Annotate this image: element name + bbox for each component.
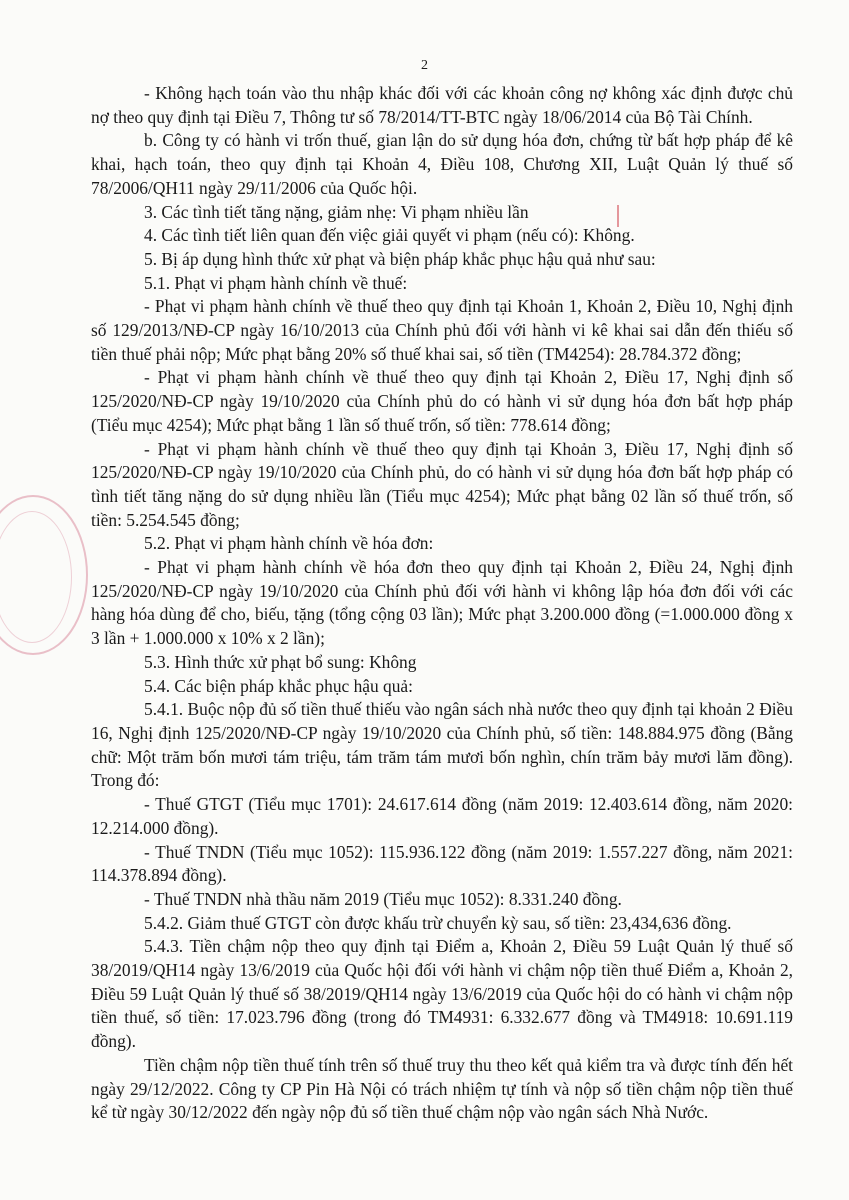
paragraph: - Không hạch toán vào thu nhập khác đối với các khoản công nợ không xác định được chủ nợ theo quy định tại Điều 7, Thông tư số 78/2014/TT-BTC ngày 18/06/2014 của Bộ Tài Chính.: [91, 83, 793, 127]
paragraph: - Phạt vi phạm hành chính về thuế theo quy định tại Khoản 1, Khoản 2, Điều 10, Nghị định số 129/2013/NĐ-CP ngày 16/10/2013 của Chính phủ đối với hành vi kê khai sai dẫn đến thiếu số tiền thuế phải nộp; Mức phạt bằng 20% số thuế khai sai, số tiền (TM4254): 28.784.372 đồng;: [91, 296, 793, 364]
paragraph: 5.4.2. Giảm thuế GTGT còn được khấu trừ chuyển kỳ sau, số tiền: 23,434,636 đồng.: [144, 912, 732, 933]
paragraph: b. Công ty có hành vi trốn thuế, gian lận do sử dụng hóa đơn, chứng từ bất hợp pháp để kê khai, hạch toán, theo quy định tại Khoản 4, Điều 108, Chương XII, Luật Quản lý thuế số 78/2006/QH11 ngày 29/11/2006 của Quốc hội.: [91, 130, 793, 198]
paragraph: - Thuế GTGT (Tiểu mục 1701): 24.617.614 đồng (năm 2019: 12.403.614 đồng, năm 2020: 12.214.000 đồng).: [91, 794, 793, 838]
paragraph: Tiền chậm nộp tiền thuế tính trên số thuế truy thu theo kết quả kiểm tra và được tính đến hết ngày 29/12/2022. Công ty CP Pin Hà Nội có trách nhiệm tự tính và nộp số tiền chậm nộp tiền thuế kể từ ngày 30/12/2022 đến ngày nộp đủ số tiền thuế chậm nộp vào ngân sách Nhà Nước.: [91, 1054, 793, 1123]
paragraph: - Thuế TNDN (Tiểu mục 1052): 115.936.122 đồng (năm 2019: 1.557.227 đồng, năm 2021: 114.378.894 đồng).: [91, 841, 793, 886]
paragraph: 5.4.1. Buộc nộp đủ số tiền thuế thiếu vào ngân sách nhà nước theo quy định tại khoản 2 Điều 16, Nghị định 125/2020/NĐ-CP ngày 19/10/2020 của Chính phủ, số tiền: 148.884.975 đồng (Bằng chữ: Một trăm bốn mươi tám triệu, tám trăm tám mươi bốn nghìn, chín trăm bảy mươi lăm đồng). Trong đó:: [91, 699, 793, 791]
paragraph: 4. Các tình tiết liên quan đến việc giải quyết vi phạm (nếu có): Không.: [144, 225, 635, 246]
paragraph: 5.4.3. Tiền chậm nộp theo quy định tại Điểm a, Khoản 2, Điều 59 Luật Quản lý thuế số 38/2019/QH14 ngày 13/6/2019 của Quốc hội đối với hành vi chậm nộp tiền thuế Điểm a, Khoản 2, Điều 59 Luật Quản lý thuế số 38/2019/QH14 ngày 13/6/2019 của Quốc hội do có hành vi chậm nộp tiền thuế, số tiền: 17.023.796 đồng (trong đó TM4931: 6.332.677 đồng và TM4918: 10.691.119 đồng).: [91, 936, 793, 1052]
paragraph: 5.1. Phạt vi phạm hành chính về thuế:: [144, 272, 408, 293]
red-stamp-seal: [0, 495, 88, 655]
paragraph: 5.2. Phạt vi phạm hành chính về hóa đơn:: [144, 533, 434, 554]
paragraph: 5.3. Hình thức xử phạt bổ sung: Không: [144, 651, 417, 672]
paragraph: - Phạt vi phạm hành chính về hóa đơn theo quy định tại Khoản 2, Điều 24, Nghị định 125/2020/NĐ-CP ngày 19/10/2020 của Chính phủ đối với hành vi không lập hóa đơn đối với các hàng hóa dùng để cho, biếu, tặng (tổng cộng 03 lần); Mức phạt 3.200.000 đồng (=1.000.000 đồng x 3 lần + 1.000.000 x 10% x 2 lần);: [91, 557, 793, 649]
paragraph: - Phạt vi phạm hành chính về thuế theo quy định tại Khoản 3, Điều 17, Nghị định số 125/2020/NĐ-CP ngày 19/10/2020 của Chính phủ, do có hành vi sử dụng hóa đơn bất hợp pháp có tình tiết tăng nặng do sử dụng nhiều lần (Tiểu mục 4254); Mức phạt bằng 02 lần số thuế trốn, số tiền: 5.254.545 đồng;: [91, 438, 793, 530]
page-number: 2: [421, 58, 428, 73]
document-body: [91, 82, 793, 1125]
paragraph: - Thuế TNDN nhà thầu năm 2019 (Tiểu mục 1052): 8.331.240 đồng.: [144, 888, 622, 909]
paragraph: 3. Các tình tiết tăng nặng, giảm nhẹ: Vi phạm nhiều lần: [144, 201, 529, 222]
paragraph: - Phạt vi phạm hành chính về thuế theo quy định tại Khoản 2, Điều 17, Nghị định số 125/2020/NĐ-CP ngày 19/10/2020 của Chính phủ do có hành vi sử dụng hóa đơn bất hợp pháp (Tiểu mục 4254); Mức phạt bằng 1 lần số thuế trốn, số tiền: 778.614 đồng;: [91, 367, 793, 435]
paragraph: 5.4. Các biện pháp khắc phục hậu quả:: [144, 675, 413, 696]
paragraph: 5. Bị áp dụng hình thức xử phạt và biện pháp khắc phục hậu quả như sau:: [144, 248, 656, 269]
